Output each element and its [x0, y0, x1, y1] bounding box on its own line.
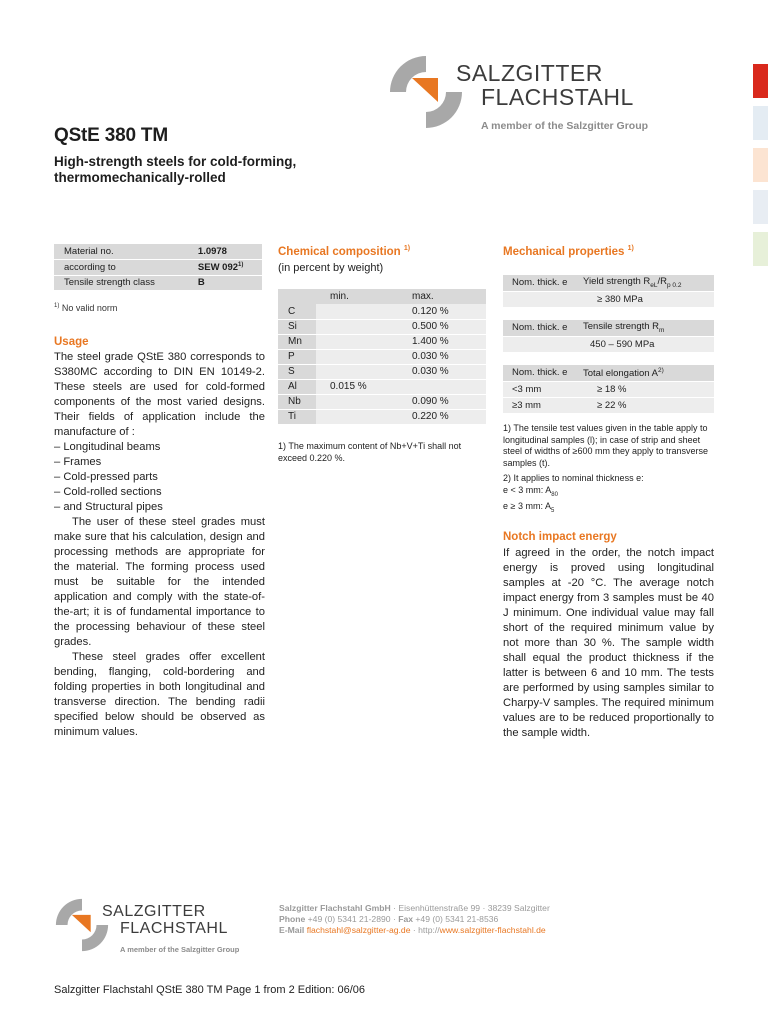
tensile-strength-table	[503, 320, 714, 353]
list-item: – and Structural pipes	[54, 501, 163, 513]
footnote-text: No valid norm	[61, 303, 118, 313]
footnote-mark: 1)	[403, 245, 411, 252]
max-cell: 0.030 %	[400, 364, 486, 379]
elongation-header	[575, 365, 714, 381]
column-header-element	[278, 289, 316, 304]
thickness-label: Nom. thick. e	[503, 275, 575, 291]
page-footer: Salzgitter Flachstahl QStE 380 TM Page 1 from 2 Edition: 06/06	[54, 984, 366, 996]
fax-label: Fax	[398, 914, 414, 924]
yield-strength-table	[503, 275, 714, 308]
table-row	[54, 275, 262, 291]
url-prefix: · http://	[410, 925, 440, 935]
email-label: E-Mail	[279, 925, 305, 935]
mechanical-note-1: 1) The tensile test values given in the table apply to longitudinal samples (l); in case of strip and sheet steel of widths of ≥600 mm they apply to transverse samples (t).	[503, 423, 709, 468]
footer-contact	[279, 903, 550, 936]
elongation-title: Total elongation A	[583, 367, 659, 379]
max-cell: 0.090 %	[400, 394, 486, 409]
thickness-cell: ≥3 mm	[503, 397, 575, 413]
material-value: 1.0978	[190, 244, 262, 260]
note2-text: e ≥ 3 mm: A	[503, 500, 551, 511]
thickness-label: Nom. thick. e	[503, 320, 575, 336]
table-header-row	[503, 320, 714, 336]
tensile-sub: m	[659, 327, 665, 335]
tensile-value: 450 – 590 MPa	[575, 336, 714, 352]
footnote-mark: 1)	[54, 303, 60, 309]
usage-paragraph-1: The steel grade QStE 380 corresponds to S380MC according to DIN EN 10149-2. These steels are used for cold-formed components of the most varied designs. Their fields of application include the manufacture of :	[54, 351, 265, 438]
footer-web-line	[279, 925, 550, 936]
element-cell: Nb	[278, 394, 316, 409]
footnote-mark: 2)	[658, 366, 664, 374]
footnote-mark: 1)	[238, 261, 244, 268]
material-value-text: SEW 092	[197, 261, 239, 273]
chemical-subheading: (in percent by weight)	[278, 262, 384, 274]
material-label: according to	[54, 260, 190, 276]
side-tab-red	[753, 64, 768, 98]
mechanical-heading-text: Mechanical properties	[503, 245, 625, 258]
chemical-heading	[278, 245, 410, 258]
column-header-max: max.	[400, 289, 486, 304]
note2-sub: 5	[550, 507, 555, 514]
material-label: Tensile strength class	[54, 275, 190, 291]
elongation-table	[503, 365, 714, 414]
fax-number: +49 (0) 5341 21-8536	[413, 914, 499, 924]
list-item: – Longitudinal beams	[54, 441, 161, 453]
yield-sub-p: p 0.2	[666, 282, 682, 290]
table-row	[278, 379, 486, 394]
yield-mid: /R	[657, 276, 667, 288]
usage-paragraph-3: These steel grades offer excellent bending, flanging, cold-bordering and folding properties in both longitudinal and transverse direction. The bending radii specified below should be observed as minimum values.	[54, 651, 265, 738]
table-row	[503, 291, 714, 307]
yield-sub-el: eL	[650, 282, 658, 290]
usage-heading: Usage	[54, 336, 89, 348]
side-tab-grey	[753, 190, 768, 224]
table-row	[54, 244, 262, 260]
thickness-cell: <3 mm	[503, 381, 575, 397]
max-cell	[400, 379, 486, 394]
table-row	[278, 304, 486, 319]
table-row	[278, 394, 486, 409]
note2-line-1: 2) It applies to nominal thickness e:	[503, 473, 644, 483]
elongation-value: ≥ 22 %	[575, 397, 714, 413]
list-item: – Cold-pressed parts	[54, 471, 158, 483]
mechanical-heading	[503, 245, 634, 258]
column-header-min: min.	[316, 289, 400, 304]
note2-text: e < 3 mm: A	[503, 484, 552, 495]
min-cell	[316, 349, 400, 364]
subtitle-line-2: thermomechanically-rolled	[54, 170, 226, 185]
table-row	[278, 349, 486, 364]
thickness-cell	[503, 336, 575, 352]
tensile-strength-header	[575, 320, 714, 336]
thickness-cell	[503, 291, 575, 307]
usage-body	[54, 350, 265, 740]
max-cell: 1.400 %	[400, 334, 486, 349]
footer-phone-line	[279, 914, 550, 925]
table-row	[278, 364, 486, 379]
element-cell: Mn	[278, 334, 316, 349]
chemical-footnote: 1) The maximum content of Nb+V+Ti shall not exceed 0.220 %.	[278, 441, 462, 463]
yield-title: Yield strength R	[583, 276, 651, 288]
mechanical-note-2	[503, 473, 715, 517]
page-title: QStE 380 TM	[54, 125, 168, 146]
yield-value: ≥ 380 MPa	[575, 291, 714, 307]
material-value: B	[190, 275, 262, 291]
table-header-row	[503, 365, 714, 381]
max-cell: 0.030 %	[400, 349, 486, 364]
table-row	[54, 260, 262, 276]
thickness-label: Nom. thick. e	[503, 365, 575, 381]
tensile-title: Tensile strength R	[583, 321, 660, 333]
min-cell	[316, 304, 400, 319]
material-label: Material no.	[54, 244, 190, 260]
chemical-table	[278, 289, 486, 425]
material-footnote	[54, 303, 117, 313]
table-row	[503, 397, 714, 413]
element-cell: S	[278, 364, 316, 379]
brand-line1: SALZGITTER	[102, 903, 206, 920]
list-item: – Frames	[54, 456, 102, 468]
notch-paragraph: If agreed in the order, the notch impact energy is proved using longitudinal samples at -20 °C. The average notch impact energy from 3 samples must be 40 J minimum. One individual value may fall short of the required minimum value by not more than 30 %. The sample width shall equal the product thickness if the latter is between 6 and 10 mm. The tests are performed by using samples similar to Charpy-V samples. The required minimum values are to be reduced proportionally to the sample width.	[503, 547, 714, 739]
min-cell	[316, 409, 400, 424]
footer-address: · Eisenhüttenstraße 99 · 38239 Salzgitter	[390, 903, 550, 913]
side-tab-green	[753, 232, 768, 266]
side-tab-blue	[753, 106, 768, 140]
table-row	[278, 409, 486, 424]
brand-member-line: A member of the Salzgitter Group	[120, 945, 240, 954]
notch-body	[503, 546, 714, 741]
max-cell: 0.120 %	[400, 304, 486, 319]
table-row	[503, 381, 714, 397]
list-item: – Cold-rolled sections	[54, 486, 162, 498]
note2-line-2	[503, 485, 715, 501]
min-cell	[316, 334, 400, 349]
yield-strength-header	[575, 275, 714, 291]
table-header-row	[278, 289, 486, 304]
material-value	[190, 260, 262, 276]
element-cell: Al	[278, 379, 316, 394]
max-cell: 0.500 %	[400, 319, 486, 334]
max-cell: 0.220 %	[400, 409, 486, 424]
brand-line2: FLACHSTAHL	[481, 84, 634, 110]
footer-logo	[53, 896, 273, 958]
footnote-mark: 1)	[627, 245, 634, 252]
min-cell	[316, 319, 400, 334]
footer-company: Salzgitter Flachstahl GmbH	[279, 903, 391, 913]
element-cell: P	[278, 349, 316, 364]
element-cell: Ti	[278, 409, 316, 424]
subtitle-line-1: High-strength steels for cold-forming,	[54, 154, 297, 169]
min-cell: 0.015 %	[316, 379, 400, 394]
note2-line-3	[503, 501, 715, 517]
side-tab-orange	[753, 148, 768, 182]
company-logo	[386, 52, 686, 134]
brand-member-line: A member of the Salzgitter Group	[481, 120, 649, 132]
element-cell: C	[278, 304, 316, 319]
material-table	[54, 244, 262, 291]
elongation-value: ≥ 18 %	[575, 381, 714, 397]
usage-paragraph-2: The user of these steel grades must make sure that his calculation, design and processing methods are appropriate for the material. The forming process used must be suitable for the intended application and comply with the state-of-the-art; it is of fundamental importance to the processing behaviour of these steel grades.	[54, 516, 265, 648]
phone-number: +49 (0) 5341 21-2890 ·	[305, 914, 399, 924]
element-cell: Si	[278, 319, 316, 334]
email-link[interactable]: flachstahl@salzgitter-ag.de	[306, 925, 411, 935]
phone-label: Phone	[279, 914, 306, 924]
footer-address-line	[279, 903, 550, 914]
chemical-heading-text: Chemical composition	[278, 245, 401, 258]
note2-sub: 80	[551, 491, 558, 498]
min-cell	[316, 364, 400, 379]
table-row	[278, 319, 486, 334]
brand-line1: SALZGITTER	[456, 60, 603, 86]
page-subtitle	[54, 154, 354, 186]
website-link[interactable]: www.salzgitter-flachstahl.de	[439, 925, 546, 935]
min-cell	[316, 394, 400, 409]
table-row	[503, 336, 714, 352]
logo-emblem-icon	[386, 52, 466, 132]
table-row	[278, 334, 486, 349]
table-header-row	[503, 275, 714, 291]
notch-heading: Notch impact energy	[503, 531, 617, 543]
brand-line2: FLACHSTAHL	[120, 920, 228, 937]
